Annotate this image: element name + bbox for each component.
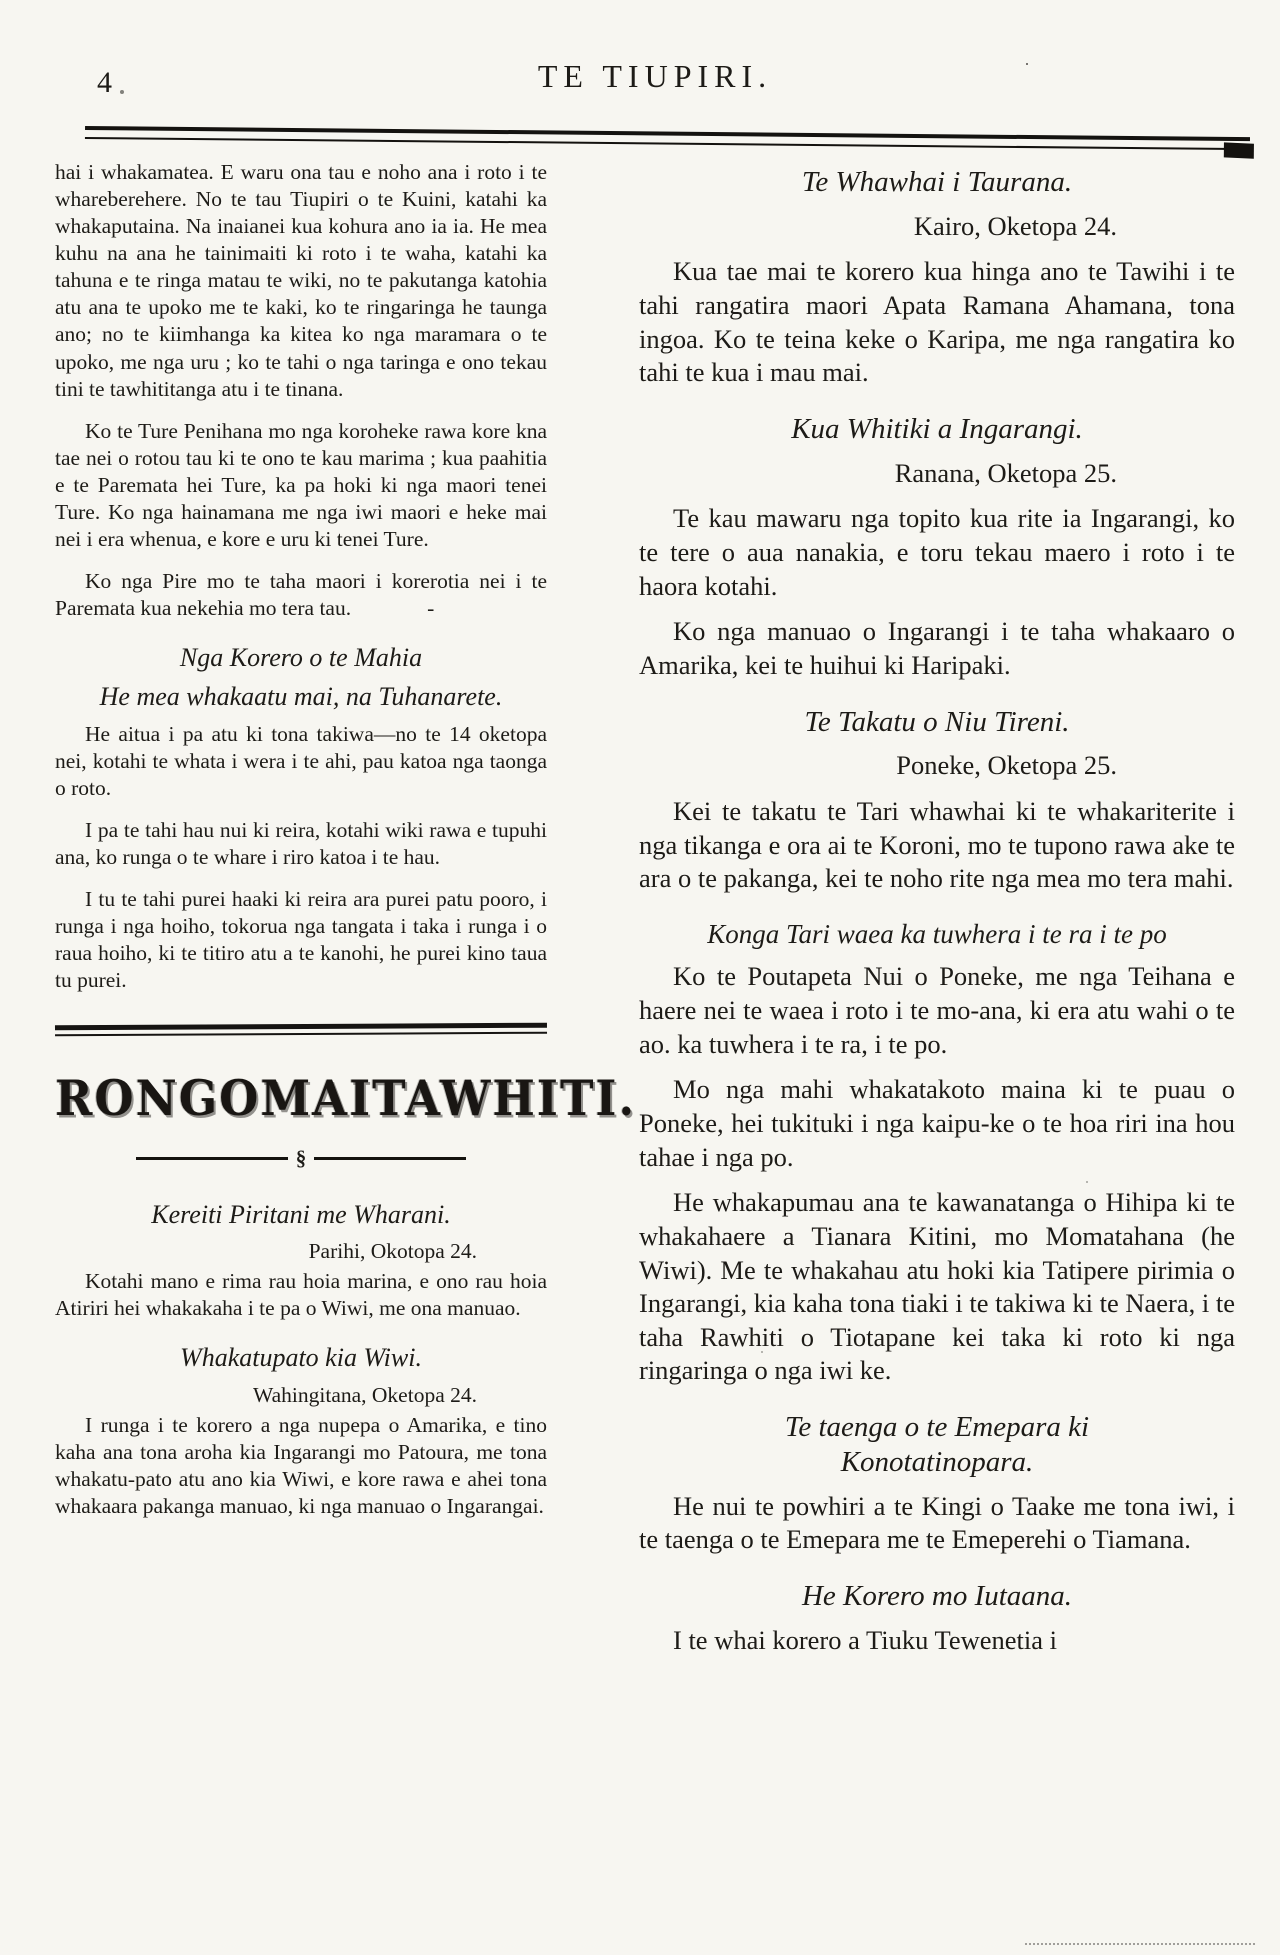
article-heading: Te taenga o te Emepara ki bbox=[784, 1411, 1090, 1444]
dateline: Parihi, Okotopa 24. bbox=[308, 1239, 477, 1264]
paragraph: Mo nga mahi whakatakoto maina ki te puau o Poneke, hei tukituki i nga kaipu-ke o te hoa riri ina hou tahae i nga po. bbox=[639, 1074, 1235, 1172]
scan-artifact-dots bbox=[1025, 1943, 1255, 1945]
paragraph-text: Ko nga Pire mo te taha maori i korerotia nei i te Paremata kua nekehia mo tera tau. bbox=[55, 569, 547, 621]
paragraph: hai i whakamatea. E waru ona tau e noho ana i roto i te whareberehere. No te tau Tiupiri o te Kuini, katahi ka whakaputaina. Na inaianei kua kohura ano ia ia. He mea kuhu na ana he tainimaiti ki roto i te waha, katahi ka tahuna e te ringa matau te wiki, no te pakutanga katohia atu ana te upoko me te kaki, ko te ringaringa he taunga ano; no te kiimhanga ka kitea ko nga maramara o te upoko, me nga uru ; ko te tahi o nga taringa e ono tekau tini te tawhititanga atu i te tinana. bbox=[55, 160, 547, 401]
dateline: Kairo, Oketopa 24. bbox=[913, 210, 1117, 241]
article-heading: Te Takatu o Niu Tireni. bbox=[804, 705, 1070, 738]
ink-speck bbox=[120, 90, 124, 94]
article-heading: Konga Tari waea ka tuwhera i te ra i te po bbox=[707, 919, 1167, 949]
masthead-title: RONGOMAITAWHITI. bbox=[55, 1070, 637, 1128]
paragraph: I te whai korero a Tiuku Tewenetia i bbox=[673, 1624, 1058, 1655]
ink-blob bbox=[1224, 142, 1254, 158]
paragraph: Ko te Poutapeta Nui o Poneke, me nga Teihana e haere nei te waea i roto i te mo-ana, ki era atu wahi o te ao. ka tuwhera i te ra, i te po. bbox=[639, 961, 1235, 1059]
article-heading: Nga Korero o te Mahia bbox=[179, 643, 423, 673]
paragraph: Kua tae mai te korero kua hinga ano te Tawihi i te tahi rangatira maori Apata Ramana Ahamana, tona ingoa. Ko te teina keke o Karipa, me nga rangatira ko tahi te kua i mau mai. bbox=[639, 256, 1235, 388]
right-column bbox=[639, 159, 1235, 1669]
article-subheading: Konotatinopara. bbox=[840, 1445, 1034, 1478]
ornament-divider bbox=[136, 1148, 466, 1169]
article-heading: Kua Whitiki a Ingarangi. bbox=[791, 413, 1083, 445]
dateline: Poneke, Oketopa 25. bbox=[896, 750, 1117, 781]
page-number: 4 bbox=[97, 66, 112, 99]
article-heading: He Korero mo Iutaana. bbox=[801, 1579, 1073, 1612]
paragraph: I pa te tahi hau nui ki reira, kotahi wiki rawa e tupuhi ana, ko runga o te whare i riro katoa i te hau. bbox=[55, 817, 547, 869]
paragraph: Te kau mawaru nga topito kua rite ia Ingarangi, ko te tere o aua nanakia, e toru tekau maero i roto i te haora kotahi. bbox=[639, 503, 1235, 601]
paragraph: He aitua i pa atu ki tona takiwa—no te 14 oketopa nei, kotahi te whata i wera i te ahi, pau katoa nga taonga o roto. bbox=[55, 721, 547, 800]
header-rule bbox=[85, 126, 1250, 150]
column-layout bbox=[55, 159, 1235, 1669]
fleuron-icon: § bbox=[295, 1146, 307, 1171]
paragraph: He whakapumau ana te kawanatanga o Hihipa ki te whakahaere a Tianara Kitini, mo Momatahana (he Wiwi). Me te whakahau atu hoki kia Tatipere pirimia o Ingarangi, kia kaha tona tiaki i te takiwa ki te Naera, i te taha Rawhiti o Tiotapane kei taka ki roto ki nga ringaringa o nga iwi ke. bbox=[639, 1187, 1236, 1386]
dateline: Ranana, Oketopa 25. bbox=[894, 457, 1117, 488]
stray-dash-mark: - bbox=[427, 596, 435, 621]
dateline: Wahingitana, Oketopa 24. bbox=[253, 1382, 477, 1407]
article-heading: Kereiti Piritani me Wharani. bbox=[151, 1200, 451, 1230]
article-heading: Te Whawhai i Taurana. bbox=[801, 166, 1073, 198]
newspaper-title: TE TIUPIRI. bbox=[537, 58, 773, 94]
paragraph: Ko te Ture Penihana mo nga koroheke rawa kore kna tae nei o rotou tau ki te ono te kau marima ; kua paahitia e te Paremata hei Ture, ka pa hoki ki nga maori tenei Ture. Ko nga hainamana me nga iwi maori e heke mai nei i era whenua, e kore e uru ki tenei Ture. bbox=[55, 418, 547, 552]
paragraph: Kotahi mano e rima rau hoia marina, e ono rau hoia Atiriri hei whakakaha i te pa o Wiwi, me ona manuao. bbox=[55, 1269, 547, 1321]
left-column bbox=[55, 159, 637, 1669]
paragraph: I tu te tahi purei haaki ki reira ara purei patu pooro, i runga i nga hoiho, tokorua nga tangata i taka i runga i o raua hoiho, ki te titiro atu a te kanohi, he purei kino taua tu purei. bbox=[55, 887, 547, 993]
article-subheading: He mea whakaatu mai, na Tuhanarete. bbox=[99, 682, 503, 712]
paragraph: Kei te takatu te Tari whawhai ki te whakariterite i nga tikanga e ora ai te Koroni, mo te tupono rawa ake te ara o te pakanga, kei te noho rite nga mea mo tera mahi. bbox=[639, 796, 1235, 894]
masthead-rule bbox=[55, 1023, 547, 1037]
paragraph bbox=[55, 568, 547, 622]
page-header bbox=[55, 58, 1235, 116]
article-heading: Whakatupato kia Wiwi. bbox=[180, 1343, 422, 1373]
paragraph: He nui te powhiri a te Kingi o Taake me tona iwi, i te taenga o te Emepara me te Emeperehi o Tiamana. bbox=[639, 1490, 1235, 1555]
paragraph: I runga i te korero a nga nupepa o Amarika, e tino kaha ana tona aroha kia Ingarangi mo Patoura, me tona whakatu-pato atu ano kia Wiwi, e kore rawa e ahei tona whakaara pakanga manuao, ki nga manuao o Ingarangai. bbox=[55, 1412, 547, 1518]
paragraph: Ko nga manuao o Ingarangi i te taha whakaaro o Amarika, kei te huihui ki Haripaki. bbox=[639, 616, 1235, 680]
